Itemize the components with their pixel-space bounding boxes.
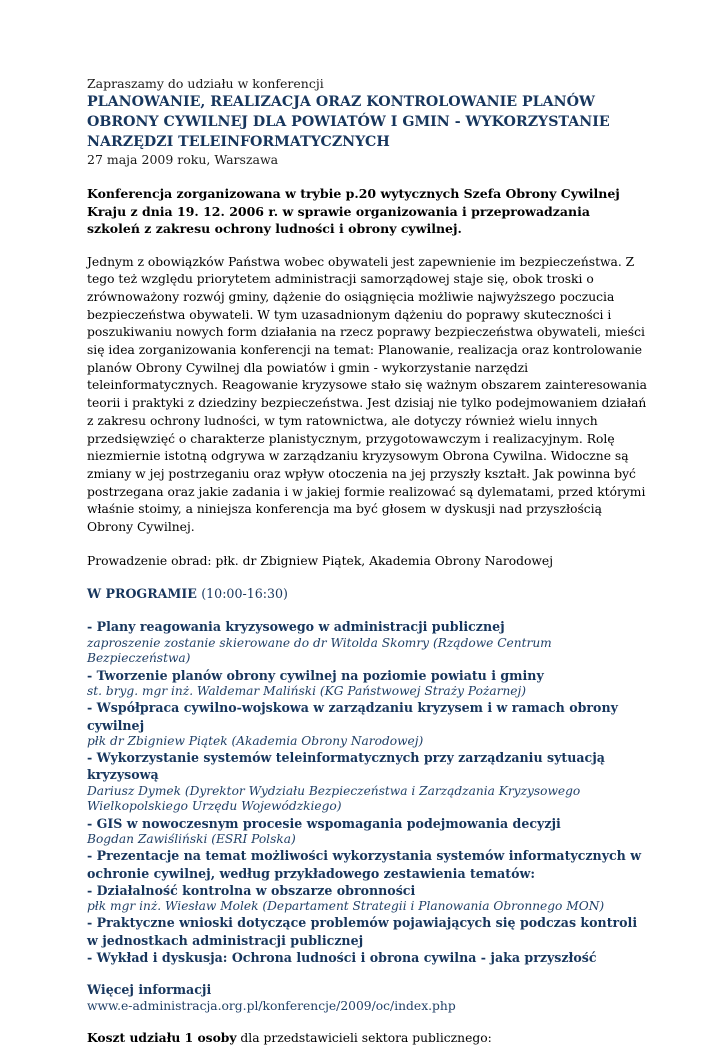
program-item-title: - Tworzenie planów obrony cywilnej na poziomie powiatu i gminy	[87, 667, 544, 683]
program-item-title: - Wykorzystanie systemów teleinformatycznych przy zarządzaniu sytuacją kryzysową	[87, 750, 605, 783]
program-item	[87, 882, 647, 915]
program-time: (10:00-16:30)	[201, 586, 288, 602]
document-page	[87, 76, 647, 1046]
conference-note: Konferencja zorganizowana w trybie p.20 wytycznych Szefa Obrony Cywilnej Kraju z dnia 19. 12. 2006 r. w sprawie organizowania i przeprowadzania szkoleń z zakresu ochrony ludności i obrony cywilnej.	[87, 186, 620, 236]
program-item	[87, 847, 647, 881]
conference-title	[87, 92, 647, 152]
program-list	[87, 618, 647, 966]
program-item	[87, 949, 647, 966]
program-item-speaker: zaproszenie zostanie skierowane do dr Witolda Skomry (Rządowe Centrum Bezpieczeństwa)	[87, 635, 552, 666]
cost-bold: Koszt udziału 1 osoby	[87, 1030, 237, 1046]
title-line: NARZĘDZI TELEINFORMATYCZNYCH	[87, 133, 390, 150]
more-info-heading: Więcej informacji	[87, 982, 212, 998]
program-item-title: - Plany reagowania kryzysowego w administracji publicznej	[87, 619, 505, 635]
program-item-title: - Działalność kontrolna w obszarze obronności	[87, 882, 416, 898]
more-info-link[interactable]: www.e-administracja.org.pl/konferencje/2009/oc/index.php	[87, 999, 456, 1014]
program-item-speaker: Dariusz Dymek (Dyrektor Wydziału Bezpieczeństwa i Zarządzania Kryzysowego Wielkopolskiego Urzędu Wojewódzkiego)	[87, 783, 581, 814]
program-item	[87, 749, 647, 814]
program-item	[87, 667, 647, 700]
program-item	[87, 699, 647, 749]
program-item-speaker: Bogdan Zawiśliński (ESRI Polska)	[87, 831, 296, 846]
date-place: 27 maja 2009 roku, Warszawa	[87, 151, 279, 167]
cost-rest: dla przedstawicieli sektora publicznego:	[236, 1031, 492, 1046]
title-line: PLANOWANIE, REALIZACJA ORAZ KONTROLOWANIE PLANÓW	[87, 93, 595, 110]
program-item-title: - Prezentacje na temat możliwości wykorzystania systemów informatycznych w ochronie cywilnej, według przykładowego zestawienia tematów:	[87, 848, 642, 881]
title-line: OBRONY CYWILNEJ DLA POWIATÓW I GMIN - WYKORZYSTANIE	[87, 113, 610, 130]
program-item	[87, 815, 647, 848]
program-item-speaker: płk dr Zbigniew Piątek (Akademia Obrony Narodowej)	[87, 733, 424, 748]
program-heading-text: W PROGRAMIE	[87, 586, 197, 602]
program-item-title: - Współpraca cywilno-wojskowa w zarządzaniu kryzysem i w ramach obrony cywilnej	[87, 700, 618, 733]
program-item-title: - Wykład i dyskusja: Ochrona ludności i obrona cywilna - jaka przyszłość	[87, 949, 597, 965]
program-item-speaker: płk mgr inż. Wiesław Molek (Departament Strategii i Planowania Obronnego MON)	[87, 898, 605, 913]
program-heading	[87, 586, 647, 602]
cost-line	[87, 1030, 647, 1046]
program-item	[87, 618, 647, 666]
moderator-line: Prowadzenie obrad: płk. dr Zbigniew Piątek, Akademia Obrony Narodowej	[87, 553, 554, 568]
intro-text: Zapraszamy do udziału w konferencji	[87, 76, 324, 91]
program-item-title: - Praktyczne wnioski dotyczące problemów pojawiających się podczas kontroli w jednostkach administracji publicznej	[87, 915, 638, 948]
program-item	[87, 914, 647, 948]
body-paragraph: Jednym z obowiązków Państwa wobec obywateli jest zapewnienie im bezpieczeństwa. Z tego też względu priorytetem administracji samorządowej staje się, obok troski o zrównoważony rozwój gminy, dążenie do osiągnięcia możliwie najwyższego poczucia bezpieczeństwa obywateli. W tym uzasadnionym dążeniu do poprawy skuteczności i poszukiwaniu nowych form działania na rzecz poprawy bezpieczeństwa obywateli, mieści się idea zorganizowania konferencji na temat: Planowanie, realizacja oraz kontrolowanie planów Obrony Cywilnej dla powiatów i gmin - wykorzystanie narzędzi teleinformatycznych. Reagowanie kryzysowe stało się ważnym obszarem zainteresowania teorii i praktyki z dziedziny bezpieczeństwa. Jest dzisiaj nie tylko podejmowaniem działań z zakresu ochrony ludności, w tym ratownictwa, ale dotyczy również wielu innych przedsięwzięć o charakterze planistycznym, przygotowawczym i realizacyjnym. Rolę niezmiernie istotną odgrywa w zarządzaniu kryzysowym Obrona Cywilna. Widoczne są zmiany w jej postrzeganiu oraz wpływ otoczenia na jej przyszły kształt. Jak powinna być postrzegana oraz jakie zadania i w jakiej formie realizować są dylematami, przed którymi właśnie stoimy, a niniejsza konferencja ma być głosem w dyskusji nad przyszłością Obrony Cywilnej.	[87, 254, 648, 535]
program-item-speaker: st. bryg. mgr inż. Waldemar Maliński (KG Państwowej Straży Pożarnej)	[87, 683, 527, 698]
program-item-title: - GIS w nowoczesnym procesie wspomagania podejmowania decyzji	[87, 815, 561, 831]
